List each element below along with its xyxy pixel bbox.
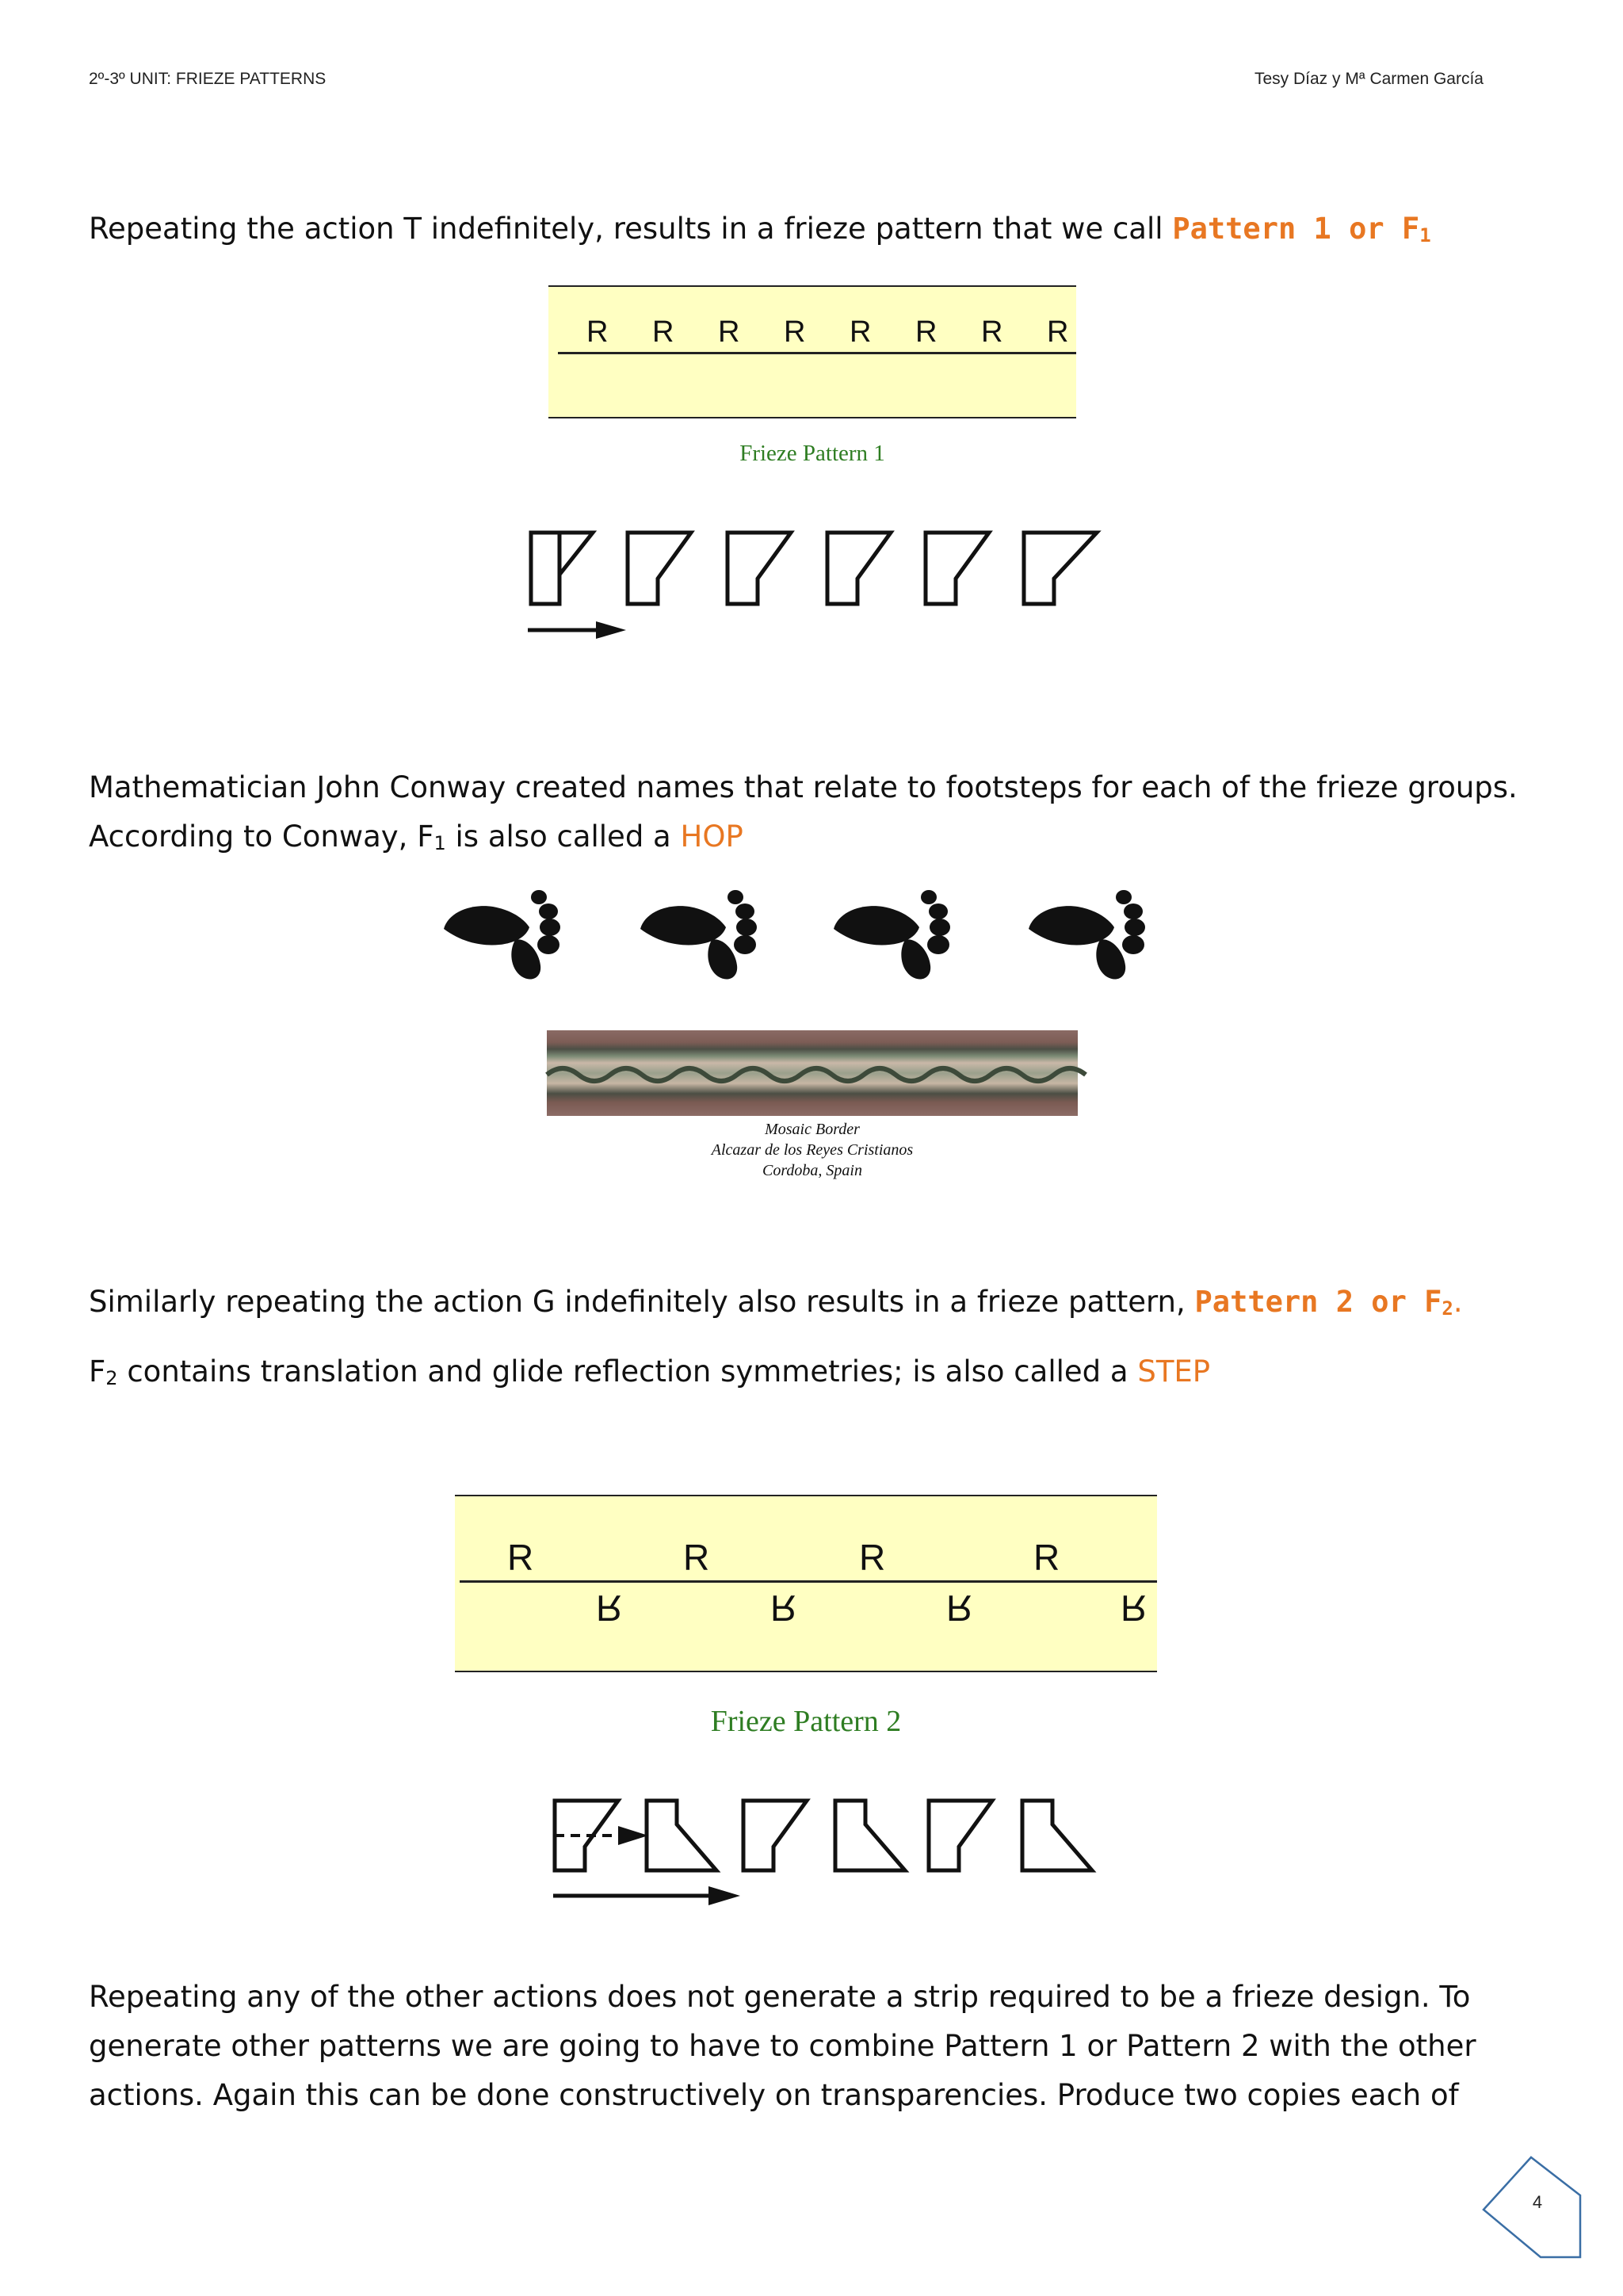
flag-shape — [743, 1801, 807, 1870]
paragraph-other-actions-line1: Repeating any of the other actions does not generate a strip required to be a frieze design. To — [89, 1980, 1471, 2014]
paragraph-text: Repeating the action T indefinitely, results in a frieze pattern that we call — [89, 212, 1173, 246]
arrow-head — [618, 1826, 648, 1845]
mosaic-caption-line3: Cordoba, Spain — [762, 1162, 862, 1179]
pattern2-top-letter: R — [859, 1537, 886, 1578]
mosaic-caption-line2: Alcazar de los Reyes Cristianos — [711, 1141, 914, 1159]
hop-highlight: HOP — [680, 819, 743, 854]
pattern2-bottom-letter: R — [946, 1587, 973, 1629]
header-unit-title: 2º-3º UNIT: FRIEZE PATTERNS — [89, 70, 327, 88]
pattern1-letter: R — [718, 315, 740, 349]
mosaic-caption-line1: Mosaic Border — [765, 1121, 860, 1138]
paragraph-text: contains translation and glide reflection symmetries; is also called a — [117, 1354, 1138, 1389]
pattern2-bottom-letter: R — [1121, 1587, 1148, 1629]
paragraph-text: F — [89, 1354, 106, 1389]
pattern2-top-letter: R — [1033, 1537, 1060, 1578]
pattern1-letter: R — [981, 315, 1003, 349]
pattern1-letter: R — [850, 315, 872, 349]
pattern2-bottom-letter: R — [770, 1587, 797, 1629]
paragraph-conway-line1: Mathematician John Conway created names that relate to footsteps for each of the frieze groups. — [89, 770, 1518, 804]
header-authors: Tesy Díaz y Mª Carmen García — [1254, 70, 1484, 88]
frieze-pattern-1-caption: Frieze Pattern 1 — [739, 441, 885, 466]
paragraph-text: is also called a — [445, 819, 681, 854]
pattern1-highlight: Pattern 1 or F — [1172, 212, 1420, 246]
frieze-pattern-2-caption: Frieze Pattern 2 — [710, 1705, 902, 1738]
arrow-head — [708, 1886, 740, 1905]
pattern2-top-letter: R — [507, 1537, 534, 1578]
page-number: 4 — [1532, 2192, 1543, 2212]
f1-subscript: 1 — [433, 832, 446, 854]
pattern1-letter: R — [586, 315, 609, 349]
flag-shape-reflected — [1022, 1801, 1092, 1870]
pattern1-subscript: 1 — [1419, 224, 1431, 246]
pattern2-bottom-letter: R — [596, 1587, 623, 1629]
paragraph-text: Similarly repeating the action G indefinitely also results in a frieze pattern, — [89, 1285, 1195, 1319]
pattern2-top-letter: R — [683, 1537, 710, 1578]
pattern2-subscript: 2 — [1442, 1297, 1453, 1320]
pattern2-highlight: Pattern 2 or F — [1194, 1285, 1442, 1319]
paragraph-text: According to Conway, F — [89, 819, 434, 854]
f2-subscript: 2 — [105, 1367, 118, 1389]
flag-shape — [929, 1801, 992, 1870]
step-highlight: STEP — [1137, 1354, 1211, 1389]
pattern1-letter: R — [784, 315, 806, 349]
flag-shape-reflected — [647, 1801, 716, 1870]
pattern1-letter: R — [652, 315, 674, 349]
flag-shape-reflected — [835, 1801, 905, 1870]
paragraph-other-actions-line2: generate other patterns we are going to have to combine Pattern 1 or Pattern 2 with the other — [89, 2029, 1476, 2063]
pattern1-letter: R — [1047, 315, 1069, 349]
paragraph-other-actions-line3: actions. Again this can be done constructively on transparencies. Produce two copies each of — [89, 2078, 1459, 2112]
pattern1-letter: R — [915, 315, 938, 349]
pattern2-period: . — [1453, 1285, 1463, 1319]
